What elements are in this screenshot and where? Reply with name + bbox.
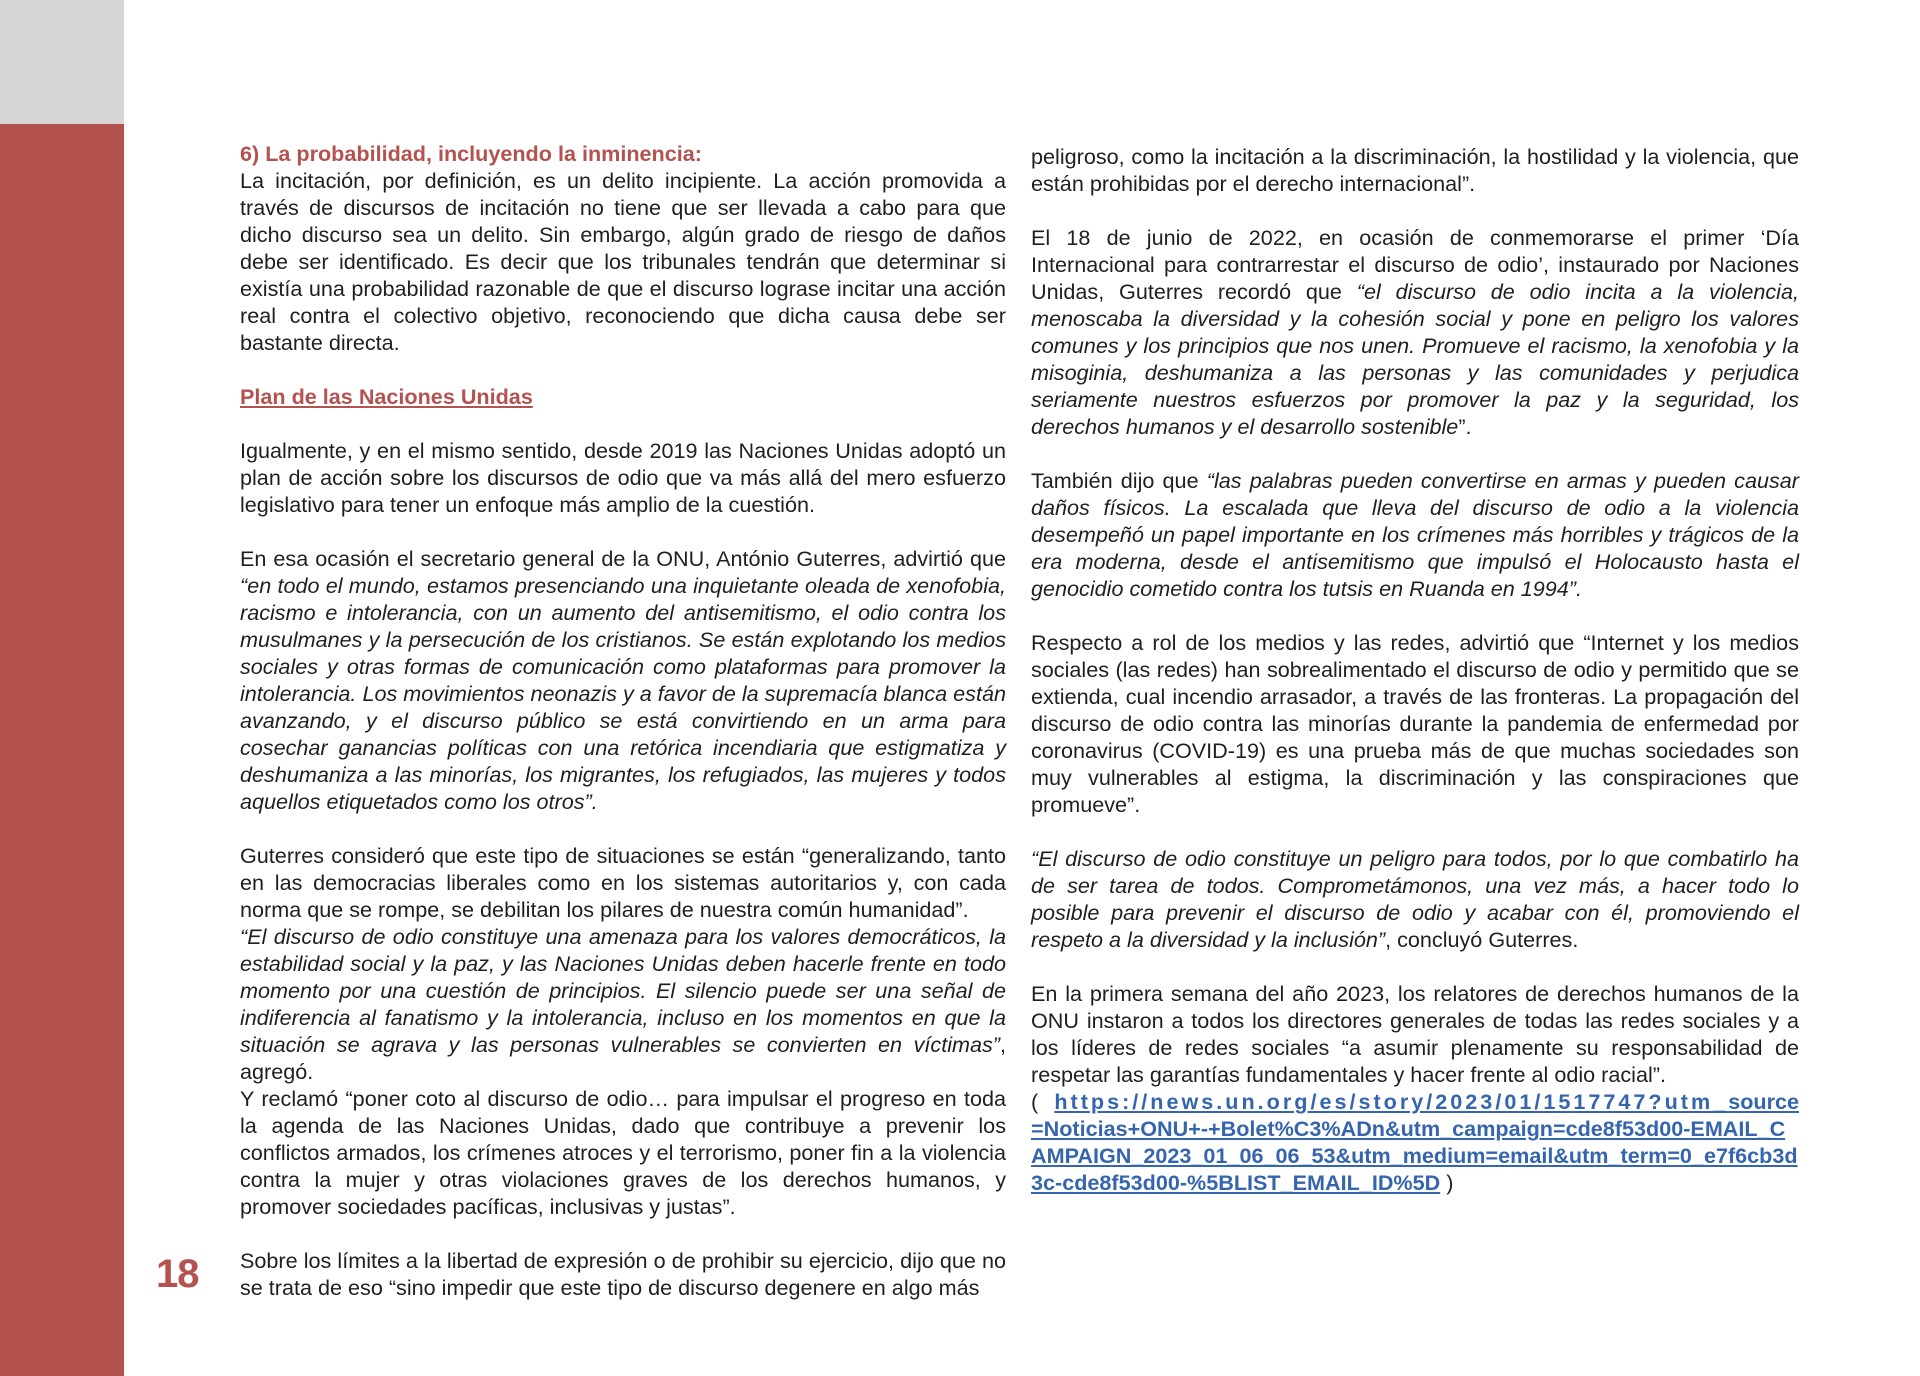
right-column	[1031, 143, 1799, 1196]
sidebar-grey-block	[0, 0, 124, 124]
paragraph-amenaza-quote	[240, 923, 1006, 1085]
paragraph-reclamo: Y reclamó “poner coto al discurso de odio… para impulsar el progreso en toda la agenda de las Naciones Unidas, dado que contribuye a prevenir los conflictos armados, los crímenes atroces y el terrorismo, poner fin a la violencia contra la mujer y otras violaciones graves de los derechos humanos, y promover sociedades pacíficas, inclusivas y justas”.	[240, 1086, 1006, 1219]
paragraph-continuacion: peligroso, como la incitación a la discriminación, la hostilidad y la violencia, que están prohibidas por el derecho internacional”.	[1031, 144, 1799, 196]
paragraph-limites: Sobre los límites a la libertad de expresión o de prohibir su ejercicio, dijo que no se trata de eso “sino impedir que este tipo de discurso degenere en algo más	[240, 1248, 1006, 1300]
dia-internacional-quote: “el discurso de odio incita a la violencia, menoscaba la diversidad y la cohesión social y pone en peligro los valores comunes y los principios que nos unen. Promueve el racismo, la xenofobia y la misoginia, deshumaniza a las personas y las comunidades y perjudica seriamente nuestros esfuerzos por promover la paz y la seguridad, los derechos humanos y el desarrollo sostenible	[1031, 279, 1799, 439]
palabras-lead: También dijo que	[1031, 468, 1207, 493]
dia-internacional-tail: ”.	[1458, 414, 1472, 439]
page-number: 18	[156, 1252, 199, 1296]
paragraph-plan-accion: Igualmente, y en el mismo sentido, desde 2019 las Naciones Unidas adoptó un plan de acción sobre los discursos de odio que va más allá del mero esfuerzo legislativo para tener un enfoque más amplio de la cuestión.	[240, 438, 1006, 517]
paragraph-relatores: En la primera semana del año 2023, los relatores de derechos humanos de la ONU instaron a todos los directores generales de todas las redes sociales y a los líderes de redes sociales “a asumir plenamente su responsabilidad de respetar las garantías fundamentales y hacer frente al odio racial”.	[1031, 981, 1799, 1087]
dia-internacional-lead: El 18 de junio de 2022, en ocasión de conmemorarse el primer ‘Día Internacional para contrarrestar el discurso de odio’, instaurado por Naciones Unidas, Guterres recordó que	[1031, 225, 1799, 304]
section-title-plan-onu: Plan de las Naciones Unidas	[240, 384, 533, 409]
paragraph-incitacion: La incitación, por definición, es un delito incipiente. La acción promovida a través de discursos de incitación no tiene que ser llevada a cabo para que dicho discurso sea un delito. Sin embargo, algún grado de riesgo de daños debe ser identificado. Es decir que los tribunales tendrán que determinar si existía una probabilidad razonable de que el discurso lograse incitar una acción real contra el colectivo objetivo, reconociendo que dicha causa debe ser bastante directa.	[240, 168, 1006, 355]
source-close-paren: )	[1440, 1170, 1454, 1195]
guterres-lead-text: En esa ocasión el secretario general de la ONU, António Guterres, advirtió que	[240, 546, 1006, 571]
source-link[interactable]	[1031, 1089, 1799, 1195]
amenaza-quote: “El discurso de odio constituye una amenaza para los valores democráticos, la estabilidad social y la paz, y las Naciones Unidas deben hacerle frente en todo momento por una cuestión de principios. El silencio puede ser una señal de indiferencia al fanatismo y la intolerancia, incluso en los momentos en que la situación se agrava y las personas vulnerables se convierten en víctimas”	[240, 924, 1006, 1057]
paragraph-guterres-considero: Guterres consideró que este tipo de situaciones se están “generalizando, tanto en las democracias liberales como en los sistemas autoritarios y, con cada norma que se rompe, se debilitan los pilares de nuestra común humanidad”.	[240, 843, 1006, 922]
palabras-quote: “las palabras pueden convertirse en armas y pueden causar daños físicos. La escalada que lleva del discurso de odio a la violencia desempeñó un papel importante en los crímenes más horribles y trágicos de la era moderna, desde el antisemitismo que impulsó el Holocausto hasta el genocidio cometido contra los tutsis en Ruanda en 1994”.	[1031, 468, 1799, 601]
source-url-part-1: https://news.un.org/es/story/2023/01/1517747?utm_	[1054, 1089, 1729, 1114]
paragraph-dia-internacional	[1031, 224, 1799, 440]
source-citation	[1031, 1088, 1799, 1196]
left-column	[240, 140, 1006, 1301]
paragraph-guterres-advirtio	[240, 545, 1006, 815]
peligro-tail: , concluyó Guterres.	[1385, 927, 1579, 952]
source-url-part-2: source=Noticias+ONU+-+Bolet%C3%ADn&utm_campaign=cde8f53d00-EMAIL_CAMPAIGN_2023_01_06_06_53&utm_medium=email&utm_term=0_e7f6cb3d3c-cde8f53d00-%5BLIST_EMAIL_ID%5D	[1031, 1089, 1799, 1195]
guterres-quote: “en todo el mundo, estamos presenciando una inquietante oleada de xenofobia, racismo e intolerancia, con un aumento del antisemitismo, el odio contra los musulmanes y la persecución de los cristianos. Se están explotando los medios sociales y otras formas de comunicación como plataformas para promover la intolerancia. Los movimientos neonazis y a favor de la supremacía blanca están avanzando, y el discurso público se está convirtiendo en un arma para cosechar ganancias políticas con una retórica incendiaria que estigmatiza y deshumaniza a las minorías, los migrantes, los refugiados, las mujeres y todos aquellos etiquetados como los otros”.	[240, 573, 1006, 814]
amenaza-tail: , agregó.	[240, 1032, 1006, 1084]
source-open-paren: (	[1031, 1089, 1055, 1114]
sidebar-red-band	[0, 124, 124, 1376]
subheading-probabilidad: 6) La probabilidad, incluyendo la inminencia:	[240, 141, 702, 166]
paragraph-medios-redes: Respecto a rol de los medios y las redes, advirtió que “Internet y los medios sociales (las redes) han sobrealimentado el discurso de odio y permitido que se extienda, cual incendio arrasador, a través de las fronteras. La propagación del discurso de odio contra las minorías durante la pandemia de enfermedad por coronavirus (COVID-19) es una prueba más de que muchas sociedades son muy vulnerables al estigma, la discriminación y las conspiraciones que promueve”.	[1031, 630, 1799, 817]
peligro-quote: “El discurso de odio constituye un peligro para todos, por lo que combatirlo ha de ser tarea de todos. Comprometámonos, una vez más, a hacer todo lo posible para prevenir el discurso de odio y acabar con él, promoviendo el respeto a la diversidad y la inclusión”	[1031, 846, 1799, 952]
paragraph-peligro-todos	[1031, 845, 1799, 953]
paragraph-palabras-armas	[1031, 467, 1799, 602]
